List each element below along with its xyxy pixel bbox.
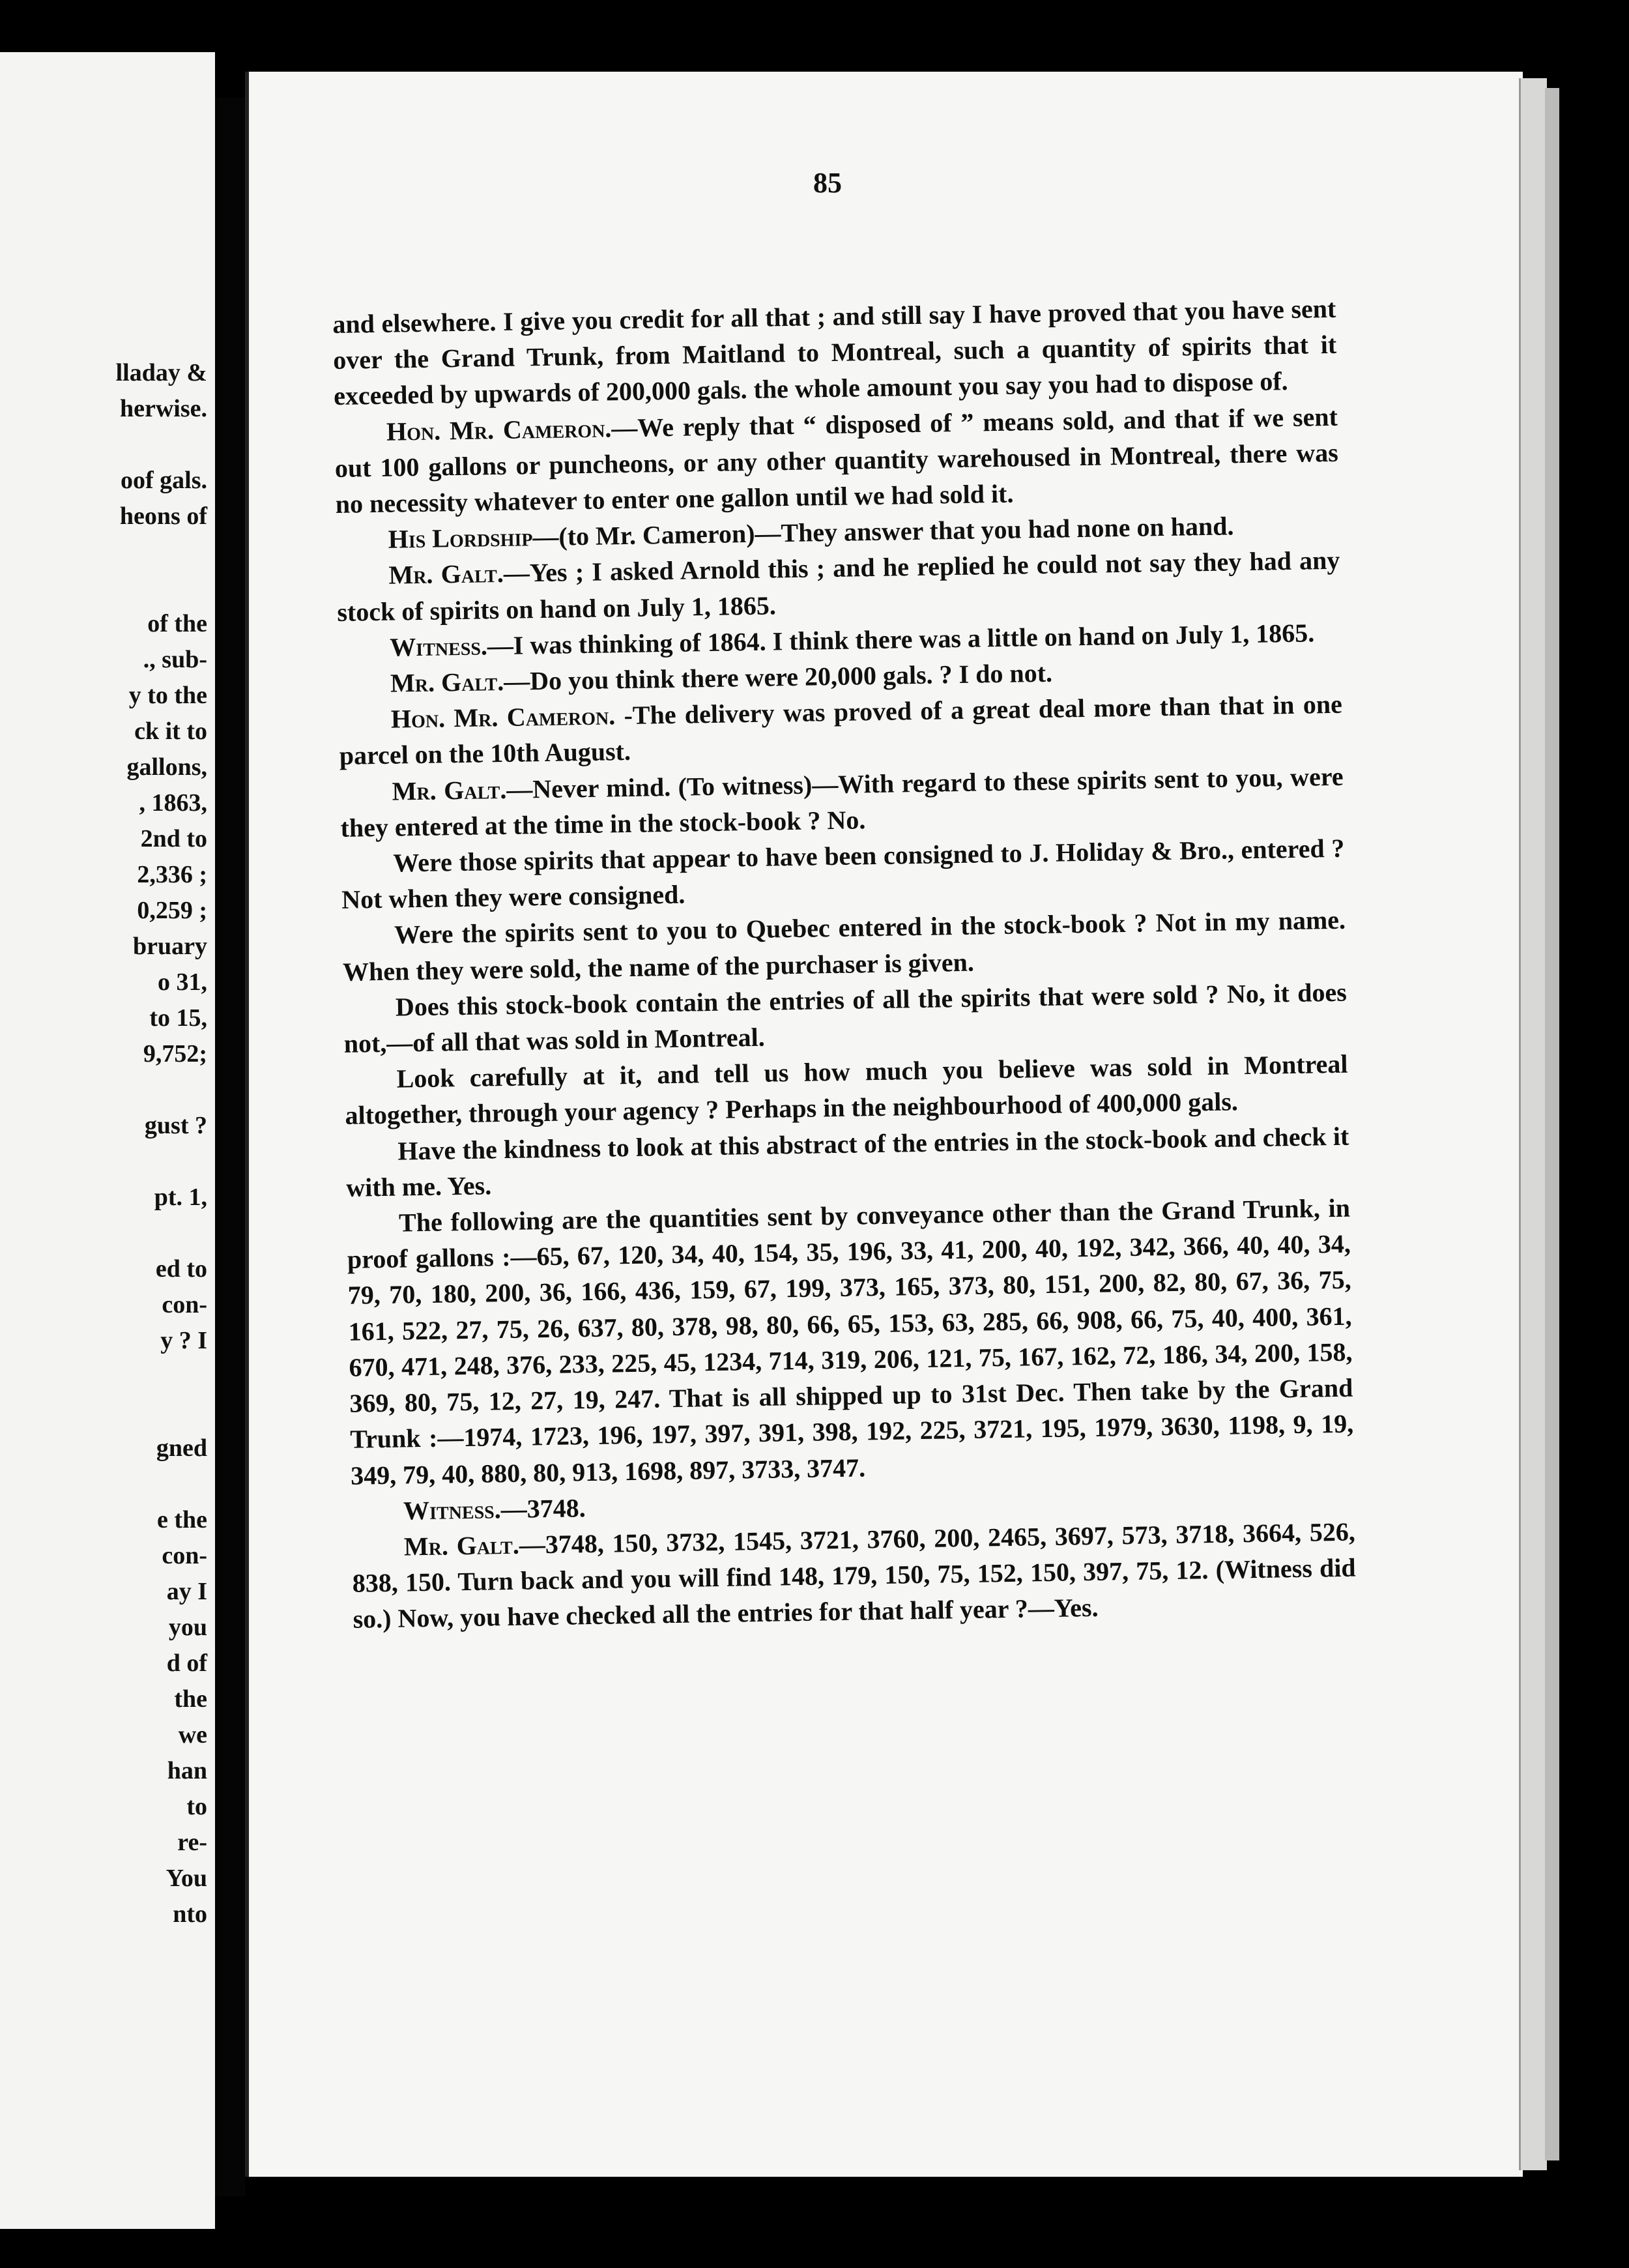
paragraph [332, 291, 1337, 414]
paragraph-text: —I was thinking of 1864. I think there was a little on hand on July 1, 1865. [487, 618, 1315, 661]
left-page-line: you [168, 1614, 207, 1641]
left-page-line: re- [177, 1829, 207, 1856]
left-page-line: ed to [155, 1255, 207, 1283]
paragraph [334, 398, 1339, 522]
left-page-line: herwise. [119, 395, 207, 422]
page-edge-shadow [1545, 88, 1559, 2160]
left-page-line: nto [173, 1900, 207, 1928]
paragraph-text: Have the kindness to look at this abstract of the entries in the stock-book and check it with me. Yes. [345, 1121, 1349, 1202]
left-page-line: bruary [133, 933, 207, 960]
speaker-name: Witness. [389, 631, 488, 662]
paragraph-text: The following are the quantities sent by conveyance other than the Grand Trunk, in proof gallons :—65, 67, 120, 34, 40, 154, 35, 196, 33, 41, 200, 40, 192, 342, 366, 40, 40, 34, 79, 70, 180, 200, 36, 166, 436, 159, 67, 199, 373, 165, 373, 80, 151, 200, 82, 80, 67, 36, 75, 161, 522, 27, 75, 26, 637, 80, 378, 98, 80, 66, 65, 153, 63, 285, 66, 908, 66, 75, 40, 400, 361, 670, 471, 248, 376, 233, 225, 45, 1234, 714, 319, 206, 121, 75, 167, 162, 72, 186, 34, 200, 158, 369, 80, 75, 12, 27, 19, 247. That is all shipped up to 31st Dec. Then take by the Grand Trunk :—1974, 1723, 196, 197, 397, 391, 398, 192, 225, 3721, 195, 1979, 3630, 1198, 9, 19, 349, 79, 40, 880, 80, 913, 1698, 897, 3733, 3747. [347, 1193, 1354, 1490]
left-page-line: gust ? [144, 1112, 207, 1139]
page-edge [1519, 78, 1547, 2170]
left-page-line: heons of [119, 502, 207, 530]
left-page-line: 9,752; [143, 1040, 207, 1068]
previous-page-fragment [0, 52, 215, 2229]
page-body [332, 291, 1357, 1637]
speaker-name: Mr. Galt. [403, 1530, 520, 1562]
left-page-line: y to the [128, 682, 207, 709]
left-page-line: ., sub- [143, 646, 207, 673]
left-page-line: y ? I [160, 1327, 207, 1354]
book-spine [215, 98, 245, 2196]
left-page-line: to 15, [149, 1004, 207, 1032]
speaker-name: His Lordship [388, 522, 533, 554]
left-page-line: con- [162, 1291, 207, 1318]
paragraph [351, 1513, 1356, 1637]
left-page-line: gned [156, 1434, 207, 1462]
left-page-line: con- [162, 1542, 207, 1569]
paragraph-text: —Never mind. (To witness)—With regard to these spirits sent to you, were they entered at the time in the stock-book ? No. [340, 761, 1344, 843]
left-page-line: 0,259 ; [137, 897, 207, 924]
left-page-line: oof gals. [121, 467, 207, 494]
speaker-name: Mr. Galt. [392, 774, 507, 806]
left-page-line: lladay & [115, 359, 207, 386]
paragraph-text: —We reply that “ disposed of ” means sold, and that if we sent out 100 gallons or puncheons, or any other quantity warehoused in Montreal, there was no necessity whatever to enter one gallon until we had sold it. [334, 401, 1339, 519]
left-page-line: ck it to [134, 718, 207, 745]
left-page-line: d of [166, 1650, 207, 1677]
left-page-line: e the [156, 1506, 207, 1534]
speaker-name: Hon. Mr. Cameron. [390, 701, 616, 734]
left-page-line: to [186, 1793, 207, 1820]
paragraph-text: Were those spirits that appear to have been consigned to J. Holiday & Bro., entered ? Not when they were consigned. [341, 833, 1345, 915]
left-page-line: , 1863, [139, 789, 207, 817]
left-page-line: 2nd to [140, 825, 207, 852]
left-page-line: ay I [166, 1578, 207, 1605]
page-number: 85 [813, 167, 842, 199]
left-page-line: You [166, 1865, 207, 1892]
left-page-line: pt. 1, [154, 1184, 207, 1211]
paragraph-text: Were the spirits sent to you to Quebec entered in the stock-book ? Not in my name. When they were sold, the name of the purchaser is given. [342, 905, 1346, 987]
paragraph-text: —3748, 150, 3732, 1545, 3721, 3760, 200, 2465, 3697, 573, 3718, 3664, 526, 838, 150. Turn back and you will find 148, 179, 150, 75, 152, 150, 397, 75, 12. (Witness did so.) Now, you have checked all the entries for that half year ?—Yes. [352, 1517, 1356, 1635]
speaker-name: Mr. Galt. [388, 559, 504, 590]
left-page-line: o 31, [158, 968, 207, 996]
paragraph-text: Does this stock-book contain the entries of all the spirits that were sold ? No, it does not,—of all that was sold in Montreal. [343, 977, 1348, 1058]
left-page-line: 2,336 ; [137, 861, 207, 888]
speaker-name: Witness. [403, 1494, 501, 1526]
paragraph-text: —3748. [500, 1492, 586, 1524]
left-page-line: gallons, [126, 753, 207, 781]
left-page-line: we [178, 1721, 207, 1749]
paragraph-text: —Do you think there were 20,000 gals. ? I do not. [503, 658, 1053, 696]
left-page-line: of the [147, 610, 207, 637]
paragraph-text: —Yes ; I asked Arnold this ; and he replied he could not say they had any stock of spirits on hand on July 1, 1865. [337, 545, 1340, 627]
paragraph-text: Look carefully at it, and tell us how much you believe was sold in Montreal altogether, through your agency ? Perhaps in the neighbourhood of 400,000 gals. [345, 1049, 1348, 1131]
paragraph-text: -The delivery was proved of a great deal more than that in one parcel on the 10th August. [339, 689, 1343, 771]
speaker-name: Mr. Galt. [390, 666, 504, 698]
left-page-line: the [174, 1685, 207, 1713]
paragraph-text: and elsewhere. I give you credit for all that ; and still say I have proved that you have sent over the Grand Trunk, from Maitland to Montreal, such a quantity of spirits that it exceeded by upwards of 200,000 gals. the whole amount you say you had to dispose of. [332, 293, 1337, 411]
speaker-name: Hon. Mr. Cameron. [386, 413, 612, 446]
paragraph-text: —(to Mr. Cameron)—They answer that you had none on hand. [532, 511, 1234, 552]
paragraph [347, 1190, 1355, 1494]
left-page-line: han [167, 1757, 207, 1784]
